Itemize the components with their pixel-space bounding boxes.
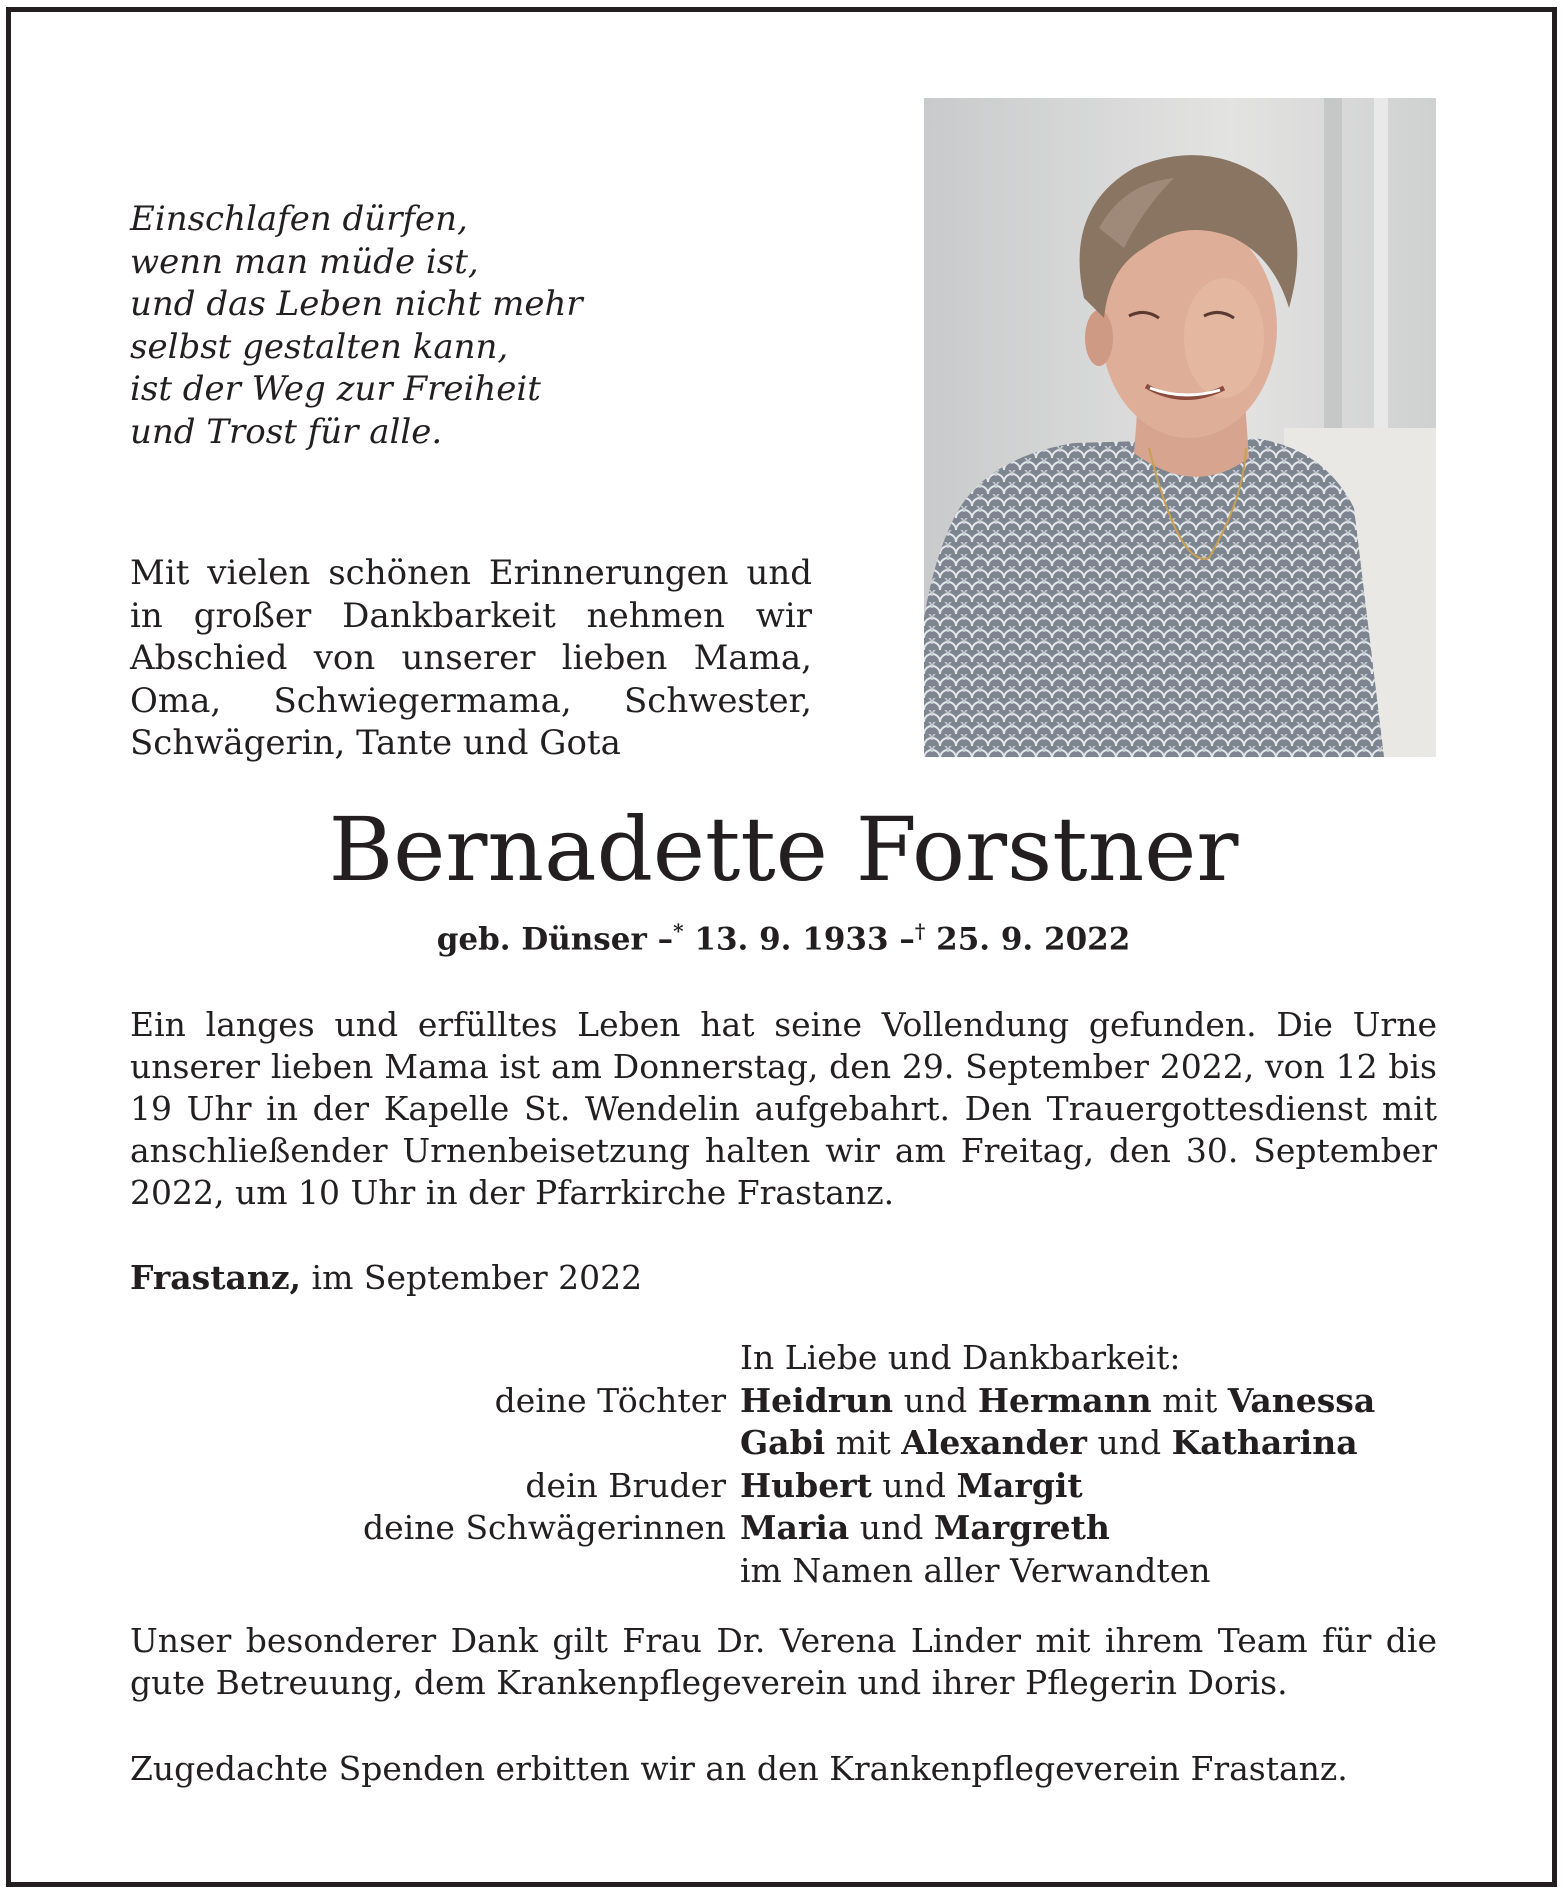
place-date-line <box>130 1257 930 1299</box>
place: Frastanz, <box>130 1258 302 1297</box>
donation-note: Zugedachte Spenden erbitten wir an den Krankenpflegeverein Frastanz. <box>130 1749 1348 1788</box>
dash: – <box>899 921 915 958</box>
life-dates <box>0 919 1567 957</box>
portrait-illustration <box>924 98 1436 757</box>
relation-label: deine Schwägerinnen <box>362 1508 726 1547</box>
family-list <box>130 1337 1437 1592</box>
family-member: Hubert <box>740 1465 872 1505</box>
family-row: deine Töchter Heidrun und Hermann mit Vanessa <box>130 1380 1437 1423</box>
family-member: Margit <box>956 1465 1083 1505</box>
relation-label: dein Bruder <box>525 1465 726 1505</box>
family-row: dein Bruder Hubert und Margit <box>130 1465 1437 1508</box>
farewell-intro: Mit vielen schönen Erinnerungen und in großer Dankbarkeit nehmen wir Abschied von unserer lieben Mama, Oma, Schwiegermama, Schwester, Schwägerin, Tante und Gota <box>130 553 812 763</box>
family-row: Gabi mit Alexander und Katharina <box>740 1423 1358 1462</box>
funeral-announcement: Ein langes und erfülltes Leben hat seine Vollendung gefunden. Die Urne unserer lieben Mama ist am Donnerstag, den 29. September 2022, von 12 bis 19 Uhr in der Kapelle St. Wendelin aufgebahrt. Den Trauergottesdienst mit anschließender Urnenbeisetzung halten wir am Freitag, den 30. September 2022, um 10 Uhr in der Pfarrkirche Frastanz. <box>130 1005 1437 1212</box>
birth-date: 13. 9. 1933 <box>694 921 889 958</box>
thanks-paragraph: Unser besonderer Dank gilt Frau Dr. Verena Linder mit ihrem Team für die gute Betreuung, dem Krankenpflegeverein und ihrer Pflegerin Doris. <box>130 1621 1437 1702</box>
family-row <box>130 1337 1437 1380</box>
poem-line: und Trost für alle. <box>130 411 443 452</box>
family-row: deine Schwägerinnen Maria und Margreth <box>130 1507 1437 1550</box>
family-heading: In Liebe und Dankbarkeit: <box>740 1338 1181 1377</box>
family-member: Vanessa <box>1227 1380 1376 1420</box>
family-member: Margreth <box>933 1508 1110 1547</box>
birth-symbol: * <box>673 919 684 943</box>
maiden-name: geb. Dünser <box>436 921 647 958</box>
relation-label: deine Töchter <box>494 1380 726 1420</box>
relatives-line: im Namen aller Verwandten <box>740 1550 1211 1590</box>
poem-line: selbst gestalten kann, <box>130 326 509 367</box>
family-member: Hermann <box>977 1380 1152 1420</box>
poem-line: und das Leben nicht mehr <box>130 284 583 324</box>
poem-line: ist der Weg zur Freiheit <box>130 369 541 409</box>
poem-line: Einschlafen dürfen, <box>130 199 468 239</box>
family-member: Alexander <box>901 1423 1087 1462</box>
death-date: 25. 9. 2022 <box>936 921 1131 958</box>
poem-line: wenn man müde ist, <box>130 241 479 282</box>
deceased-name: Bernadette Forstner <box>328 798 1239 901</box>
family-member: Gabi <box>740 1423 826 1462</box>
family-member: Katharina <box>1171 1423 1358 1462</box>
family-member: Maria <box>740 1508 850 1547</box>
family-member: Heidrun <box>740 1380 894 1420</box>
date: im September 2022 <box>311 1258 643 1297</box>
portrait-photo <box>924 98 1436 757</box>
poem <box>130 198 650 453</box>
family-row <box>130 1550 1437 1593</box>
dash: – <box>657 921 674 958</box>
death-symbol: † <box>914 919 926 943</box>
